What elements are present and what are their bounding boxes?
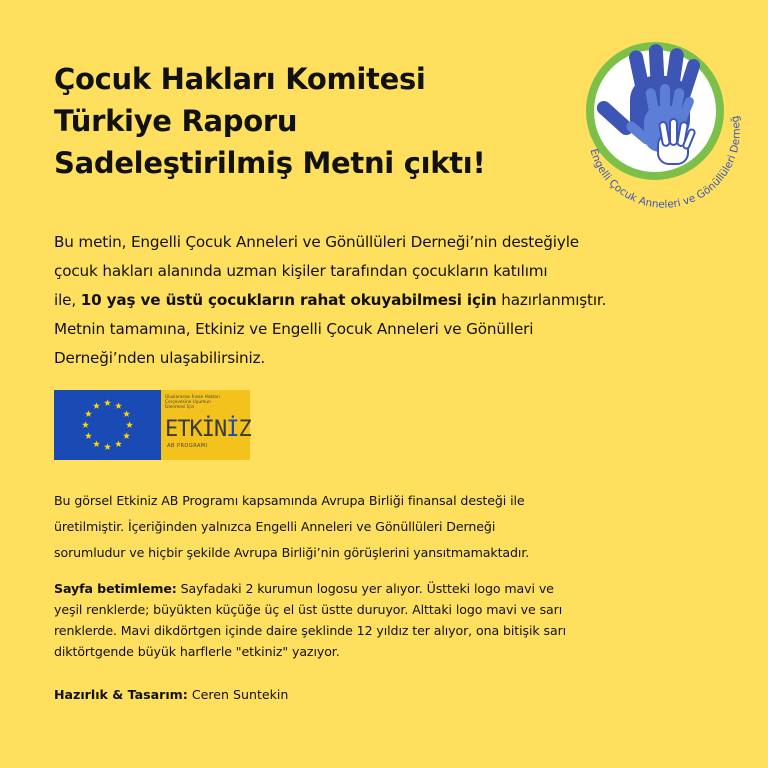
eu-flag-icon bbox=[54, 390, 161, 460]
intro-line bbox=[54, 286, 734, 315]
etkiniz-small-line: Çerçevesine Uyumun bbox=[165, 400, 211, 405]
page-description bbox=[54, 578, 744, 662]
etkiniz-panel bbox=[161, 390, 250, 460]
title-line-1: Çocuk Hakları Komitesi bbox=[54, 62, 426, 96]
etkiniz-small-line: İzlenmesi İçin bbox=[165, 405, 195, 410]
etkiniz-eu-logo bbox=[54, 390, 250, 460]
credit-label: Hazırlık & Tasarım: bbox=[54, 687, 188, 702]
credit-value: Ceren Suntekin bbox=[187, 687, 289, 702]
intro-bold-text: 10 yaş ve üstü çocukların rahat okuyabilmesi için bbox=[80, 291, 497, 309]
logo-arc-text: Engelli Çocuk Anneleri ve Gönüllüleri Derneğ bbox=[587, 114, 743, 211]
intro-line: çocuk hakları alanında uzman kişiler tarafından çocukların katılımı bbox=[54, 262, 548, 280]
description-line: renklerde. Mavi dikdörtgen içinde daire şeklinde 12 yıldız ter alıyor, ona bitişik sarı bbox=[54, 623, 567, 638]
etkiniz-word-main: ETKİN bbox=[165, 417, 227, 442]
etkiniz-small-text bbox=[165, 395, 227, 410]
description-line bbox=[54, 578, 744, 599]
title-line-3: Sadeleştirilmiş Metni çıktı! bbox=[54, 146, 486, 180]
intro-line: Bu metin, Engelli Çocuk Anneleri ve Gönüllüleri Derneği’nin desteğiyle bbox=[54, 233, 579, 251]
description-line: diktörtgende büyük harflerle "etkiniz" yazıyor. bbox=[54, 644, 340, 659]
hands-logo-icon bbox=[560, 36, 750, 226]
title-line-2: Türkiye Raporu bbox=[54, 104, 298, 138]
etkiniz-wordmark bbox=[165, 418, 251, 442]
etkiniz-word-highlight: İ bbox=[226, 417, 239, 442]
eu-disclaimer bbox=[54, 488, 734, 566]
disclaimer-line: üretilmiştir. İçeriğinden yalnızca Engelli Anneleri ve Gönüllüleri Derneği bbox=[54, 519, 496, 534]
intro-text: ile, bbox=[54, 291, 81, 309]
etkiniz-small-line: Uluslararası İnsan Hakları bbox=[165, 395, 220, 400]
etkiniz-word-end: Z bbox=[238, 417, 251, 442]
etkiniz-subtitle: AB PROGRAMI bbox=[167, 443, 208, 449]
page-title bbox=[54, 58, 574, 184]
intro-paragraph bbox=[54, 228, 734, 373]
intro-line: Metnin tamamına, Etkiniz ve Engelli Çocuk Anneleri ve Gönülleri bbox=[54, 320, 534, 338]
intro-line: Derneği’nden ulaşabilirsiniz. bbox=[54, 349, 266, 367]
disclaimer-line: sorumludur ve hiçbir şekilde Avrupa Birliği’nin görüşlerini yansıtmamaktadır. bbox=[54, 545, 530, 560]
design-credit bbox=[54, 684, 734, 706]
description-label: Sayfa betimleme: bbox=[54, 581, 177, 596]
intro-text: hazırlanmıştır. bbox=[496, 291, 607, 309]
description-line: yeşil renklerde; büyükten küçüğe üç el üst üstte duruyor. Alttaki logo mavi ve sarı bbox=[54, 602, 563, 617]
disclaimer-line: Bu görsel Etkiniz AB Programı kapsamında Avrupa Birliği finansal desteği ile bbox=[54, 493, 525, 508]
description-text: Sayfadaki 2 kurumun logosu yer alıyor. Üstteki logo mavi ve bbox=[176, 581, 554, 596]
